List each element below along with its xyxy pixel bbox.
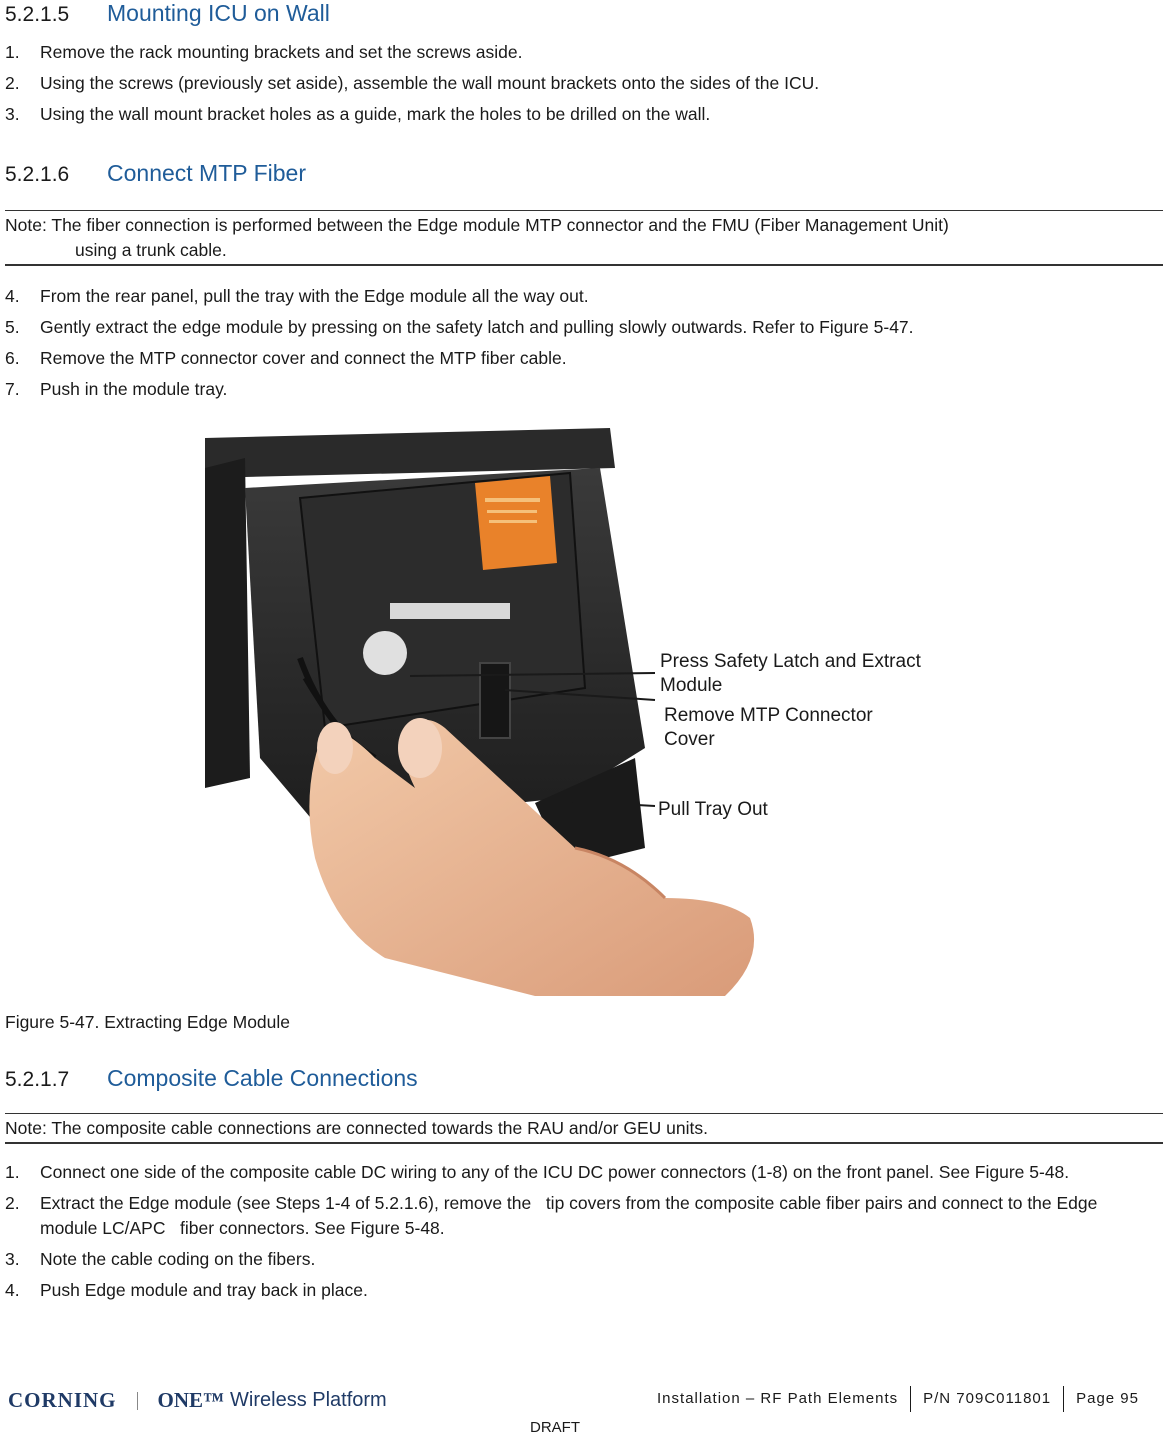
steps-list-mtp (5, 284, 1155, 402)
callout-line: Module (660, 675, 723, 696)
corning-logo (8, 1388, 387, 1413)
footer-section: Installation – RF Path Elements (657, 1390, 899, 1407)
section-title: Connect MTP Fiber (107, 160, 306, 186)
section-heading-5-2-1-7 (5, 1065, 418, 1093)
section-number: 5.2.1.6 (5, 163, 70, 186)
step-number: 6. (5, 348, 20, 368)
section-number: 5.2.1.5 (5, 3, 70, 26)
steps-list-wall-mount (5, 40, 1155, 127)
logo-brand: CORNING (8, 1388, 117, 1412)
step-number: 4. (5, 286, 20, 306)
note-box-mtp (5, 210, 1163, 266)
section-title: Composite Cable Connections (107, 1065, 418, 1091)
footer-part-number: P/N 709C011801 (923, 1390, 1052, 1407)
callout-line: Cover (664, 729, 715, 750)
figure-caption: Figure 5-47. Extracting Edge Module (5, 1012, 291, 1032)
step-number: 3. (5, 1249, 20, 1269)
note-text: The fiber connection is performed between the Edge module MTP connector and the FMU (Fiber Management Unit) (46, 215, 949, 235)
callout-mtp-cover (664, 704, 873, 752)
step-text: From the rear panel, pull the tray with the Edge module all the way out. (40, 286, 589, 306)
logo-divider (137, 1392, 138, 1410)
step-number: 2. (5, 1193, 20, 1213)
note-box-composite (5, 1113, 1163, 1144)
step-number: 1. (5, 1162, 20, 1182)
step-number: 4. (5, 1280, 20, 1300)
step-number: 1. (5, 42, 20, 62)
draft-watermark: DRAFT (530, 1419, 580, 1436)
footer-page-number: Page 95 (1076, 1390, 1139, 1407)
callout-line: Press Safety Latch and Extract (660, 651, 921, 672)
list-item (5, 284, 1155, 309)
step-number: 2. (5, 73, 20, 93)
step-text: Push in the module tray. (40, 379, 228, 399)
step-text: Note the cable coding on the fibers. (40, 1249, 316, 1269)
list-item (5, 1247, 1155, 1272)
page-footer (645, 1386, 1151, 1412)
note-line (5, 213, 1163, 238)
step-number: 3. (5, 104, 20, 124)
section-heading-5-2-1-6 (5, 160, 306, 188)
list-item (5, 71, 1155, 96)
note-text: Note: The composite cable connections are connected towards the RAU and/or GEU units. (5, 1118, 708, 1138)
list-item (5, 1191, 1155, 1241)
list-item (5, 377, 1155, 402)
logo-platform: Wireless Platform (230, 1389, 387, 1411)
section-number: 5.2.1.7 (5, 1068, 70, 1091)
step-text: Push Edge module and tray back in place. (40, 1280, 368, 1300)
step-text: Extract the Edge module (see Steps 1-4 of 5.2.1.6), remove the tip covers from the composite cable fiber pairs and connect to the Edge module LC/APC fiber connectors. See Figure 5-48. (40, 1193, 1103, 1238)
list-item (5, 40, 1155, 65)
step-text: Remove the MTP connector cover and connect the MTP fiber cable. (40, 348, 567, 368)
section-heading-5-2-1-5 (5, 0, 330, 28)
step-text: Connect one side of the composite cable DC wiring to any of the ICU DC power connectors (1-8) on the front panel. See Figure 5-48. (40, 1162, 1070, 1182)
note-continuation: using a trunk cable. (75, 240, 227, 260)
list-item (5, 102, 1155, 127)
list-item (5, 1160, 1155, 1185)
step-text: Remove the rack mounting brackets and set the screws aside. (40, 42, 523, 62)
list-item (5, 1278, 1155, 1303)
logo-one: ONE™ (157, 1388, 225, 1412)
list-item (5, 315, 1155, 340)
section-title: Mounting ICU on Wall (107, 0, 330, 26)
list-item (5, 346, 1155, 371)
callout-line: Remove MTP Connector (664, 705, 873, 726)
figure-extracting-edge-module (205, 428, 957, 996)
step-number: 7. (5, 379, 20, 399)
step-text: Using the screws (previously set aside), assemble the wall mount brackets onto the sides of the ICU. (40, 73, 820, 93)
note-label: Note: (5, 215, 47, 235)
step-text: Gently extract the edge module by pressing on the safety latch and pulling slowly outwards. Refer to Figure 5-47. (40, 317, 914, 337)
step-text: Using the wall mount bracket holes as a guide, mark the holes to be drilled on the wall. (40, 104, 711, 124)
callout-pull-tray: Pull Tray Out (658, 799, 768, 820)
step-number: 5. (5, 317, 20, 337)
callout-safety-latch (660, 650, 921, 698)
steps-list-composite (5, 1160, 1155, 1303)
